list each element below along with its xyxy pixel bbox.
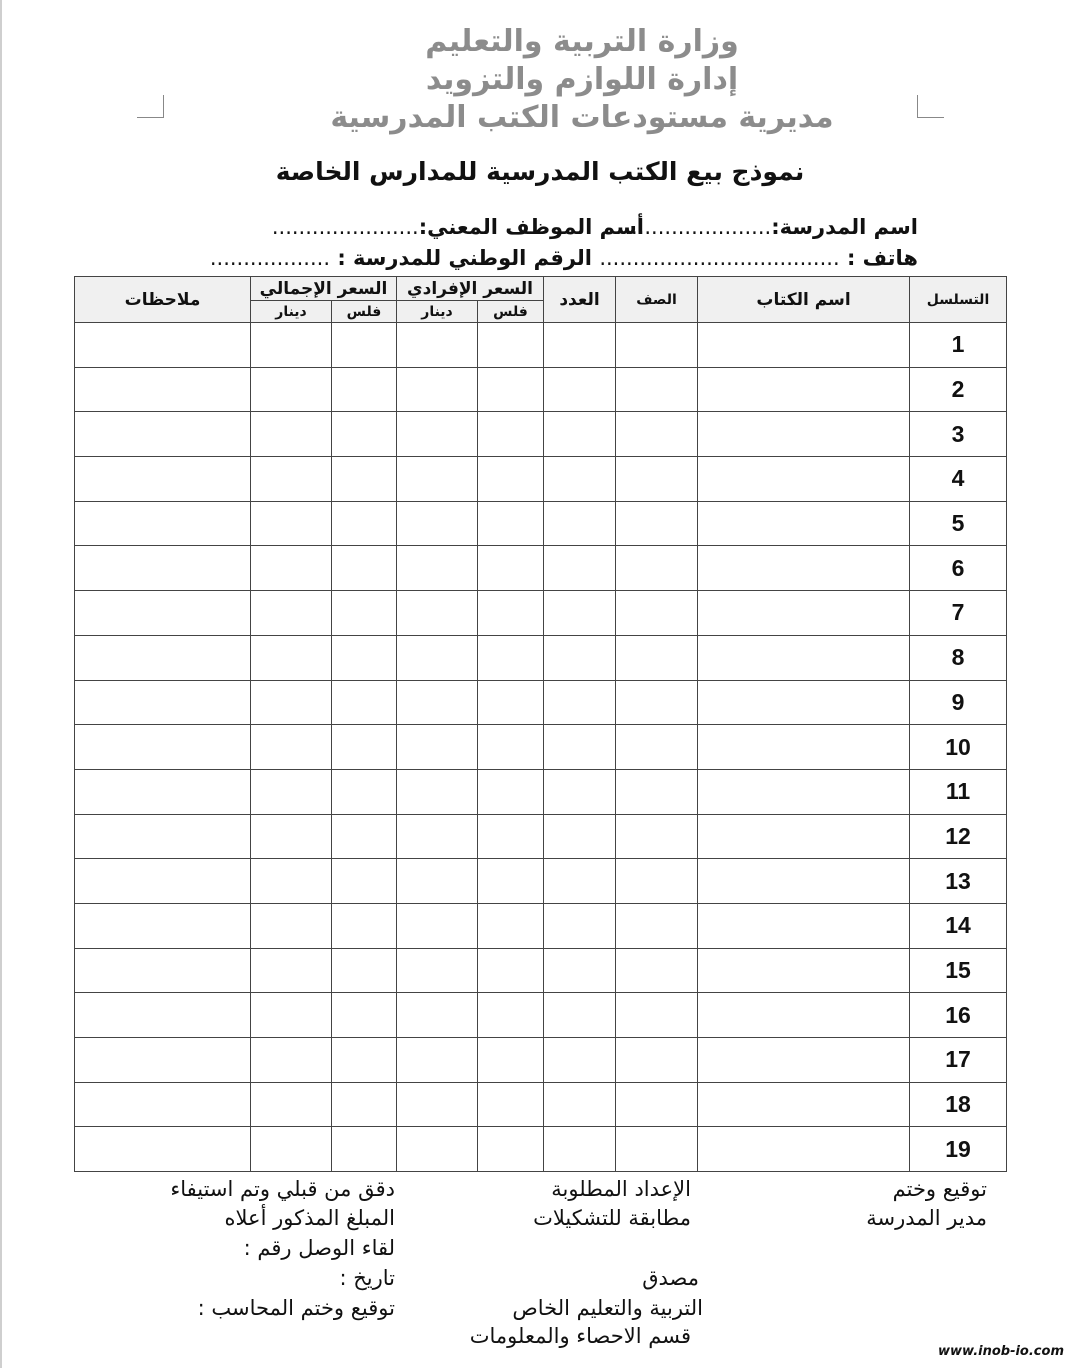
table-row (75, 725, 1007, 770)
cell-total-fils[interactable] (332, 635, 397, 680)
cell-seq: 8 (910, 635, 1007, 680)
cell-book-name[interactable] (698, 680, 910, 725)
cell-unit-dinar[interactable] (397, 1127, 478, 1172)
cell-notes[interactable] (75, 725, 251, 770)
cell-notes[interactable] (75, 859, 251, 904)
cell-total-dinar[interactable] (251, 993, 332, 1038)
cell-unit-fils[interactable] (478, 457, 544, 502)
school-name-dots: ...................... (624, 215, 772, 239)
cell-notes[interactable] (75, 680, 251, 725)
table-row (75, 903, 1007, 948)
cell-total-fils[interactable] (332, 457, 397, 502)
cell-unit-fils[interactable] (478, 501, 544, 546)
table-row (75, 591, 1007, 636)
cell-total-fils[interactable] (332, 1127, 397, 1172)
cell-seq: 12 (910, 814, 1007, 859)
cell-unit-dinar[interactable] (397, 948, 478, 993)
cell-seq: 16 (910, 993, 1007, 1038)
cell-unit-dinar[interactable] (397, 367, 478, 412)
cell-count[interactable] (544, 1038, 616, 1083)
cell-notes[interactable] (75, 948, 251, 993)
cell-unit-dinar[interactable] (397, 814, 478, 859)
cell-seq: 6 (910, 546, 1007, 591)
cell-total-dinar[interactable] (251, 859, 332, 904)
cell-unit-dinar[interactable] (397, 903, 478, 948)
cell-count[interactable] (544, 635, 616, 680)
cell-total-dinar[interactable] (251, 457, 332, 502)
cell-count[interactable] (544, 993, 616, 1038)
cell-grade[interactable] (616, 546, 698, 591)
cell-count[interactable] (544, 1127, 616, 1172)
cell-seq: 10 (910, 725, 1007, 770)
cell-total-dinar[interactable] (251, 680, 332, 725)
cell-notes[interactable] (75, 1038, 251, 1083)
cell-unit-fils[interactable] (478, 1038, 544, 1083)
cell-seq: 13 (910, 859, 1007, 904)
cell-grade[interactable] (616, 457, 698, 502)
table-row (75, 1082, 1007, 1127)
department-name: إدارة اللوازم والتزويد (425, 62, 739, 97)
cell-unit-fils[interactable] (478, 814, 544, 859)
cell-count[interactable] (544, 680, 616, 725)
cell-count[interactable] (544, 501, 616, 546)
crop-mark-left (137, 95, 164, 118)
cell-notes[interactable] (75, 814, 251, 859)
cell-book-name[interactable] (698, 1082, 910, 1127)
cell-seq: 1 (910, 323, 1007, 368)
cell-unit-dinar[interactable] (397, 680, 478, 725)
directorate-name: مديرية مستودعات الكتب المدرسية (330, 100, 834, 135)
cell-seq: 15 (910, 948, 1007, 993)
cell-grade[interactable] (616, 903, 698, 948)
cell-notes[interactable] (75, 323, 251, 368)
cell-unit-fils[interactable] (478, 1127, 544, 1172)
cell-notes[interactable] (75, 769, 251, 814)
table-row (75, 501, 1007, 546)
cell-seq: 5 (910, 501, 1007, 546)
cell-grade[interactable] (616, 814, 698, 859)
national-number-label: الرقم الوطني للمدرسة : (337, 246, 592, 270)
cell-unit-fils[interactable] (478, 903, 544, 948)
table-row (75, 635, 1007, 680)
cell-unit-dinar[interactable] (397, 457, 478, 502)
cell-total-dinar[interactable] (251, 814, 332, 859)
cell-book-name[interactable] (698, 591, 910, 636)
cell-total-fils[interactable] (332, 367, 397, 412)
table-row (75, 546, 1007, 591)
table-row (75, 769, 1007, 814)
cell-total-fils[interactable] (332, 591, 397, 636)
cell-seq: 3 (910, 412, 1007, 457)
cell-total-fils[interactable] (332, 680, 397, 725)
phone-dots: .................................... (599, 246, 840, 270)
cell-book-name[interactable] (698, 948, 910, 993)
cell-total-fils[interactable] (332, 725, 397, 770)
receipt-number: لقاء الوصل رقم : (243, 1236, 395, 1260)
school-name-field (624, 215, 918, 239)
cell-grade[interactable] (616, 1082, 698, 1127)
cell-total-dinar[interactable] (251, 323, 332, 368)
cell-total-dinar[interactable] (251, 412, 332, 457)
cell-seq: 9 (910, 680, 1007, 725)
national-number-dots: .................. (209, 246, 330, 270)
cell-notes[interactable] (75, 903, 251, 948)
cell-grade[interactable] (616, 635, 698, 680)
table-row (75, 680, 1007, 725)
phone-label: هاتف : (846, 246, 918, 270)
employee-label: أسم الموظف المعني: (418, 215, 644, 239)
cell-seq: 4 (910, 457, 1007, 502)
cell-total-fils[interactable] (332, 814, 397, 859)
cell-book-name[interactable] (698, 859, 910, 904)
cell-count[interactable] (544, 412, 616, 457)
cell-count[interactable] (544, 814, 616, 859)
cell-book-name[interactable] (698, 903, 910, 948)
cell-total-fils[interactable] (332, 859, 397, 904)
table-row (75, 412, 1007, 457)
cell-unit-dinar[interactable] (397, 501, 478, 546)
cell-book-name[interactable] (698, 1127, 910, 1172)
cell-notes[interactable] (75, 1082, 251, 1127)
cell-grade[interactable] (616, 367, 698, 412)
cell-count[interactable] (544, 725, 616, 770)
cell-total-fils[interactable] (332, 903, 397, 948)
cell-notes[interactable] (75, 367, 251, 412)
employee-field (272, 215, 644, 239)
table-body (75, 323, 1007, 1172)
header-unit-fils: فلس (478, 301, 544, 323)
cell-total-dinar[interactable] (251, 948, 332, 993)
table-row (75, 1038, 1007, 1083)
cell-book-name[interactable] (698, 546, 910, 591)
cell-seq: 14 (910, 903, 1007, 948)
header-total-fils: فلس (332, 301, 397, 323)
cell-seq: 2 (910, 367, 1007, 412)
cell-grade[interactable] (616, 323, 698, 368)
cell-notes[interactable] (75, 993, 251, 1038)
cell-unit-dinar[interactable] (397, 725, 478, 770)
cell-grade[interactable] (616, 725, 698, 770)
cell-book-name[interactable] (698, 1038, 910, 1083)
cell-count[interactable] (544, 769, 616, 814)
cell-unit-fils[interactable] (478, 546, 544, 591)
cell-book-name[interactable] (698, 367, 910, 412)
phone-field (599, 246, 918, 270)
cell-unit-fils[interactable] (478, 680, 544, 725)
cell-total-fils[interactable] (332, 1038, 397, 1083)
table-row (75, 367, 1007, 412)
table-row (75, 948, 1007, 993)
header-unit-dinar: دينار (397, 301, 478, 323)
cell-total-fils[interactable] (332, 993, 397, 1038)
cell-book-name[interactable] (698, 457, 910, 502)
cell-count[interactable] (544, 367, 616, 412)
employee-dots: ...................... (271, 215, 419, 239)
crop-mark-right (917, 95, 944, 118)
cell-notes[interactable] (75, 412, 251, 457)
cell-seq: 17 (910, 1038, 1007, 1083)
cell-grade[interactable] (616, 859, 698, 904)
table-row (75, 457, 1007, 502)
cell-total-dinar[interactable] (251, 367, 332, 412)
cell-total-fils[interactable] (332, 501, 397, 546)
cell-unit-fils[interactable] (478, 323, 544, 368)
cell-unit-dinar[interactable] (397, 769, 478, 814)
date-line: تاريخ : (339, 1266, 395, 1290)
page-left-border (0, 0, 2, 1368)
cell-notes[interactable] (75, 635, 251, 680)
cell-notes[interactable] (75, 1127, 251, 1172)
cell-total-dinar[interactable] (251, 1082, 332, 1127)
cell-total-fils[interactable] (332, 948, 397, 993)
header-unit-price: السعر الإفرادي (397, 277, 544, 301)
ministry-name: وزارة التربية والتعليم (425, 24, 739, 59)
cell-total-fils[interactable] (332, 1082, 397, 1127)
cell-grade[interactable] (616, 1038, 698, 1083)
cell-unit-fils[interactable] (478, 725, 544, 770)
cell-unit-fils[interactable] (478, 591, 544, 636)
table-row (75, 859, 1007, 904)
website-watermark: www.inob-io.com (938, 1344, 1064, 1359)
school-name-label: اسم المدرسة: (771, 215, 918, 239)
cell-grade[interactable] (616, 948, 698, 993)
cell-book-name[interactable] (698, 501, 910, 546)
certified-label: مصدق (642, 1266, 699, 1290)
checked-line2: المبلغ المذكور أعلاه (224, 1206, 395, 1230)
cell-total-dinar[interactable] (251, 1127, 332, 1172)
cell-unit-fils[interactable] (478, 412, 544, 457)
cell-count[interactable] (544, 948, 616, 993)
accountant-sign: توقيع وختم المحاسب : (197, 1296, 395, 1320)
cell-unit-dinar[interactable] (397, 412, 478, 457)
cell-total-fils[interactable] (332, 412, 397, 457)
cell-book-name[interactable] (698, 635, 910, 680)
header-notes: ملاحظات (75, 277, 251, 323)
cell-notes[interactable] (75, 501, 251, 546)
cell-count[interactable] (544, 546, 616, 591)
cell-book-name[interactable] (698, 993, 910, 1038)
cell-total-dinar[interactable] (251, 591, 332, 636)
national-number-field (210, 246, 592, 270)
cell-total-fils[interactable] (332, 323, 397, 368)
cell-book-name[interactable] (698, 725, 910, 770)
cell-total-fils[interactable] (332, 769, 397, 814)
cell-total-dinar[interactable] (251, 903, 332, 948)
cell-seq: 11 (910, 769, 1007, 814)
cell-grade[interactable] (616, 1127, 698, 1172)
cell-unit-dinar[interactable] (397, 546, 478, 591)
cell-unit-fils[interactable] (478, 859, 544, 904)
cell-notes[interactable] (75, 591, 251, 636)
cell-count[interactable] (544, 323, 616, 368)
principal-sign-line2: مدير المدرسة (866, 1206, 987, 1230)
header-count: العدد (544, 277, 616, 323)
cell-seq: 18 (910, 1082, 1007, 1127)
header-total-dinar: دينار (251, 301, 332, 323)
cell-total-dinar[interactable] (251, 635, 332, 680)
table-row (75, 993, 1007, 1038)
cell-book-name[interactable] (698, 323, 910, 368)
cell-total-dinar[interactable] (251, 725, 332, 770)
principal-sign-line1: توقيع وختم (892, 1177, 987, 1201)
cell-total-dinar[interactable] (251, 769, 332, 814)
cell-count[interactable] (544, 457, 616, 502)
cell-total-dinar[interactable] (251, 1038, 332, 1083)
cell-unit-dinar[interactable] (397, 1038, 478, 1083)
cell-grade[interactable] (616, 591, 698, 636)
books-table (74, 276, 1007, 1172)
cell-grade[interactable] (616, 412, 698, 457)
cell-unit-fils[interactable] (478, 948, 544, 993)
cell-unit-fils[interactable] (478, 769, 544, 814)
table-row (75, 1127, 1007, 1172)
cell-count[interactable] (544, 1082, 616, 1127)
prepared-line2: مطابقة للتشكيلات (533, 1206, 691, 1230)
header-seq: التسلسل (910, 277, 1007, 323)
header-book-name: اسم الكتاب (698, 277, 910, 323)
cell-total-dinar[interactable] (251, 501, 332, 546)
header-grade: الصف (616, 277, 698, 323)
cell-notes[interactable] (75, 546, 251, 591)
cell-count[interactable] (544, 859, 616, 904)
cell-grade[interactable] (616, 993, 698, 1038)
cell-unit-dinar[interactable] (397, 1082, 478, 1127)
table-row (75, 814, 1007, 859)
cell-book-name[interactable] (698, 769, 910, 814)
prepared-line1: الإعداد المطلوبة (551, 1177, 691, 1201)
cell-unit-dinar[interactable] (397, 635, 478, 680)
statistics-department: قسم الاحصاء والمعلومات (469, 1324, 691, 1348)
cell-unit-fils[interactable] (478, 1082, 544, 1127)
cell-unit-dinar[interactable] (397, 993, 478, 1038)
cell-unit-fils[interactable] (478, 367, 544, 412)
cell-grade[interactable] (616, 769, 698, 814)
cell-count[interactable] (544, 591, 616, 636)
cell-grade[interactable] (616, 680, 698, 725)
checked-line1: دقق من قبلي وتم استيفاء (170, 1177, 395, 1201)
private-education: التربية والتعليم الخاص (512, 1296, 703, 1320)
cell-seq: 7 (910, 591, 1007, 636)
cell-unit-dinar[interactable] (397, 591, 478, 636)
form-title: نموذج بيع الكتب المدرسية للمدارس الخاصة (275, 157, 805, 186)
cell-seq: 19 (910, 1127, 1007, 1172)
cell-unit-fils[interactable] (478, 635, 544, 680)
cell-notes[interactable] (75, 457, 251, 502)
cell-grade[interactable] (616, 501, 698, 546)
cell-total-dinar[interactable] (251, 546, 332, 591)
cell-unit-dinar[interactable] (397, 323, 478, 368)
header-total-price: السعر الإجمالي (251, 277, 397, 301)
cell-book-name[interactable] (698, 814, 910, 859)
cell-count[interactable] (544, 903, 616, 948)
cell-total-fils[interactable] (332, 546, 397, 591)
cell-book-name[interactable] (698, 412, 910, 457)
cell-unit-fils[interactable] (478, 993, 544, 1038)
table-row (75, 323, 1007, 368)
cell-unit-dinar[interactable] (397, 859, 478, 904)
